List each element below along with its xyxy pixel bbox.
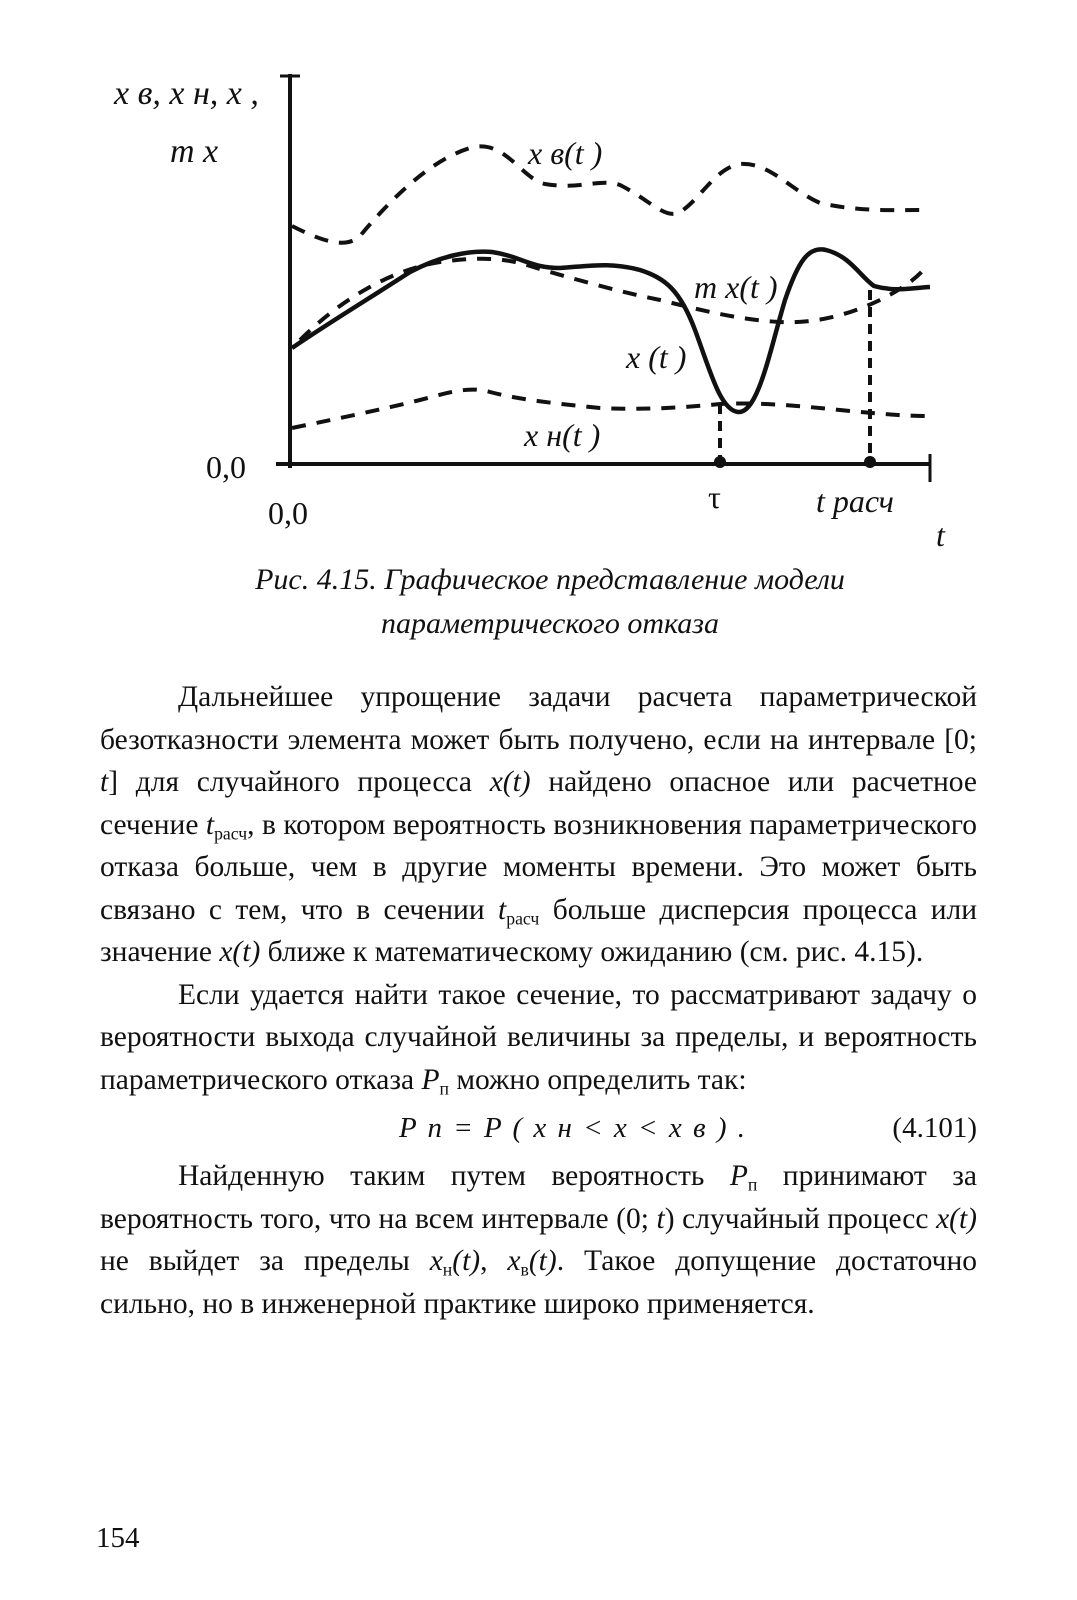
origin-x-label: 0,0 [268,495,308,531]
process-curve [292,249,930,412]
mean-label: m x(t ) [694,269,778,305]
mean-curve [300,259,925,340]
y-axis-label-line2: m x [170,133,219,170]
caption-line-2: параметрического отказа [380,607,720,640]
y-axis-label-line1: x в, x н, x , [114,75,259,112]
x-lower-curve [292,390,930,428]
figure-caption [150,558,950,646]
body-text [100,676,977,1325]
x-axis-label: t [936,517,945,553]
x-lower-label: x н(t ) [524,417,601,453]
paragraph-2: Если удается найти такое сечение, то рассматривают задачу о вероятности выхода случайной величины за пределы, и вероятность параметрического отказа $P_п$ можно определить так: [100,978,977,1098]
origin-y-label: 0,0 [206,449,246,485]
page-number: 154 [96,1522,140,1554]
tau-label: τ [708,479,721,515]
tau-point [714,456,726,468]
formula-4-101 [100,1101,977,1155]
paragraph-1: Дальнейшее упрощение задачи расчета параметрической безотказности элемента может быть получено, если на интервале [0; t] для случайного процесса x(t) найдено опасное или расчетное сечение $t_{расч}$, в котором вероятность возникновения параметрического отказа больше, чем в другие моменты времени. Это может быть связано с тем, что в сечении $t_{расч}$ больше дисперсия процесса или значение x(t) ближе к математическому ожиданию (см. рис. 4.15). [100,681,977,968]
formula-expression: P п = P ( x н < x < x в ) . [399,1112,747,1144]
caption-line-1: Рис. 4.15. Графическое представление модели [255,563,845,596]
t-calc-point [864,456,876,468]
formula-number: (4.101) [892,1112,977,1144]
t-calc-label: t расч [816,483,894,519]
x-upper-curve [292,146,930,242]
figure-4-15 [0,0,1077,560]
paragraph-3: Найденную таким путем вероятность $P_п$ принимают за вероятность того, что на всем интервале (0; t) случайный процесс x(t) не выйдет за пределы $x_н(t)$, $x_в(t)$. Такое допущение достаточно сильно, но в инженерной практике широко применяется. [100,1160,978,1320]
x-upper-label: x в(t ) [528,135,603,171]
x-label: x (t ) [626,339,687,375]
